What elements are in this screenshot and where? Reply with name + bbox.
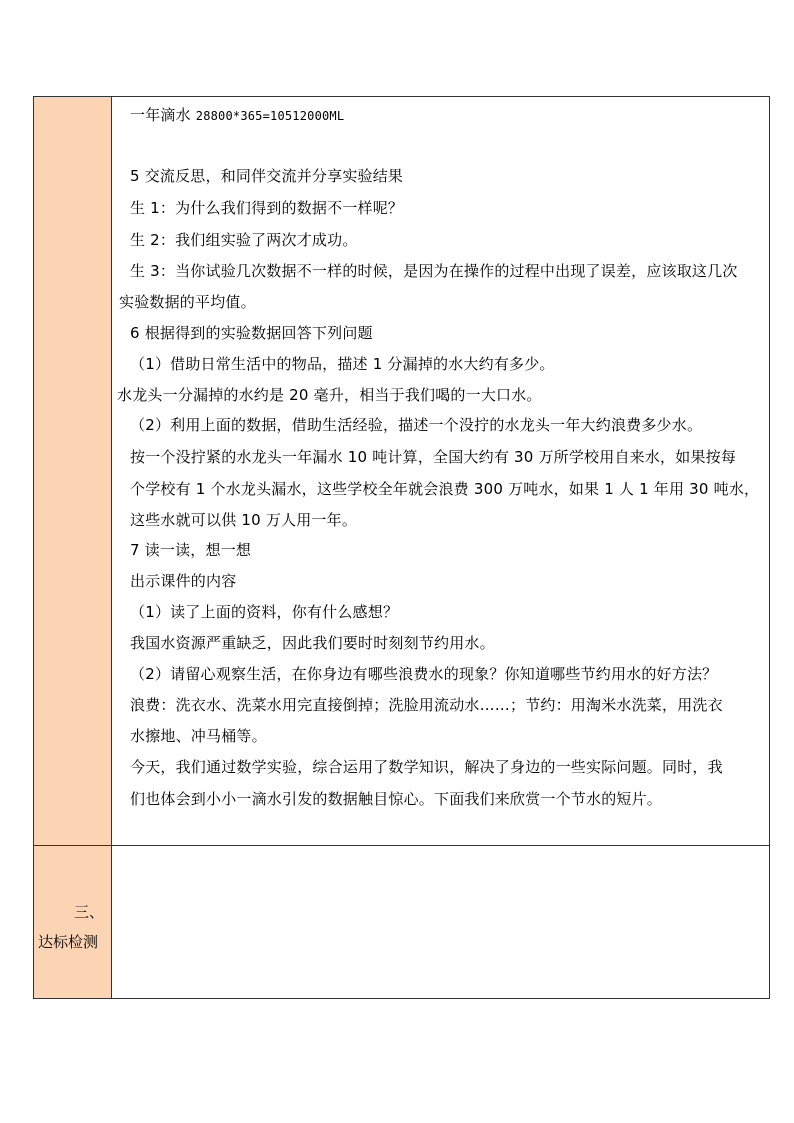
question-4: （2）请留心观察生活，在你身边有哪些浪费水的现象？你知道哪些节约用水的好方法？ [130,665,718,683]
section-3-title: 达标检测 [38,933,99,951]
student-3-line-cont: 实验数据的平均值。 [119,293,256,311]
step-7-heading: 7 读一读，想一想 [130,541,252,559]
assessment-label-cell [34,846,112,999]
student-2-line: 生 2：我们组实验了两次才成功。 [130,231,358,249]
answer-2-line-1: 按一个没拧紧的水龙头一年漏水 10 吨计算，全国大约有 30 万所学校用自来水，如果按每 [130,448,737,466]
question-3: （1）读了上面的资料，你有什么感想？ [130,603,399,621]
answer-3: 我国水资源严重缺乏，因此我们要时时刻刻节约用水。 [130,634,495,652]
assessment-content-cell [112,846,770,999]
show-courseware-line: 出示课件的内容 [130,572,237,590]
section-3-number: 三、 [74,903,105,921]
student-3-line: 生 3：当你试验几次数据不一样的时候，是因为在操作的过程中出现了误差，应该取这几次 [130,262,738,280]
question-1: （1）借助日常生活中的物品，描述 1 分漏掉的水大约有多少。 [130,355,555,373]
step-5-heading: 5 交流反思，和同伴交流并分享实验结果 [130,167,404,185]
answer-4-line-1: 浪费：洗衣水、洗菜水用完直接倒掉；洗脸用流动水……；节约：用淘米水洗菜，用洗衣 [130,696,723,714]
yearly-drip-label: 一年滴水 [130,106,196,124]
yearly-drip-formula: 28800*365=10512000ML [195,109,345,123]
lesson-content [112,97,769,845]
answer-2-line-3: 这些水就可以供 10 万人用一年。 [130,511,358,529]
yearly-drip-formula-line [130,105,344,126]
answer-2-line-2: 个学校有 1 个水龙头漏水，这些学校全年就会浪费 300 万吨水，如果 1 人 1 年用 30 吨水， [130,480,760,498]
answer-1: 水龙头一分漏掉的水约是 20 毫升，相当于我们喝的一大口水。 [117,386,542,404]
question-2: （2）利用上面的数据，借助生活经验，描述一个没拧的水龙头一年大约浪费多少水。 [130,416,703,434]
lesson-process-row [34,97,770,846]
section-label-cell [34,97,112,846]
student-1-line: 生 1：为什么我们得到的数据不一样呢？ [130,199,404,217]
lesson-plan-table [33,96,770,999]
summary-line-2: 们也体会到小小一滴水引发的数据触目惊心。下面我们来欣赏一个节水的短片。 [130,790,663,808]
assessment-row [34,846,770,999]
summary-line-1: 今天，我们通过数学实验，综合运用了数学知识，解决了身边的一些实际问题。同时，我 [130,758,723,776]
step-6-heading: 6 根据得到的实验数据回答下列问题 [130,324,373,342]
lesson-content-cell [112,97,770,846]
answer-4-line-2: 水擦地、冲马桶等。 [130,727,267,745]
